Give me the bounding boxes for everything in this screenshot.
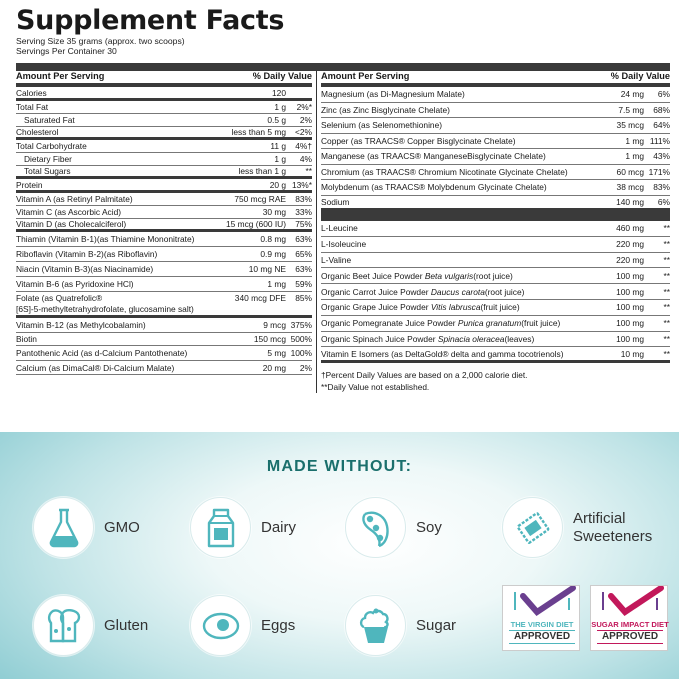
nutrient-row <box>16 292 312 318</box>
nutrient-name: Molybdenum (as TRAACS® Molybdenum Glycinate Chelate) <box>321 182 547 193</box>
nutrient-daily-value: ** <box>663 223 670 234</box>
nutrient-amount: 10 mg NE <box>248 264 286 274</box>
nutrient-amount: less than 5 mg <box>231 127 286 137</box>
label-artificial-sweeteners: Artificial Sweeteners <box>573 509 653 545</box>
nutrient-amount: 1 g <box>274 102 286 112</box>
nutrient-daily-value: ** <box>663 254 670 265</box>
nutrient-amount: 7.5 mg <box>618 104 644 115</box>
nutrient-name: L-Valine <box>321 254 352 265</box>
nutrient-name: Calories <box>16 87 47 98</box>
label-gluten: Gluten <box>104 616 149 634</box>
nutrient-name: Vitamin E Isomers (as DeltaGold® delta and gamma tocotrienols) <box>321 348 564 359</box>
made-without-dairy <box>190 497 296 558</box>
nutrient-daily-value: ** <box>663 302 670 313</box>
facts-title: Supplement Facts <box>16 5 285 36</box>
nutrient-row <box>16 277 312 292</box>
nutrient-row <box>16 153 312 166</box>
nutrient-daily-value: 43% <box>653 151 670 162</box>
nutrient-row <box>16 101 312 114</box>
nutrient-amount: 1 g <box>274 154 286 164</box>
label-eggs: Eggs <box>261 616 296 634</box>
facts-right-column <box>316 71 670 393</box>
nutrient-name: Vitamin C (as Ascorbic Acid) <box>16 207 122 217</box>
nutrient-amount: 1 mg <box>625 135 644 146</box>
nutrient-name: Folate (as Quatrefolic® [6S]-5-methyltetrahydrofolate, glucosamine salt) <box>16 293 194 314</box>
nutrient-amount: 220 mg <box>616 239 644 250</box>
nutrient-row <box>16 219 312 232</box>
nutrient-daily-value: 2% <box>299 115 312 125</box>
nutrient-daily-value: 85% <box>295 293 312 303</box>
nutrient-row <box>16 206 312 219</box>
servings-per-container: Servings Per Container 30 <box>16 46 117 56</box>
nutrient-row <box>321 165 670 181</box>
nutrient-daily-value: 171% <box>648 166 670 177</box>
soybean-icon <box>345 497 406 558</box>
sweetener-packet-icon <box>502 497 563 558</box>
nutrient-amount: 11 g <box>270 141 286 151</box>
nutrient-row <box>321 103 670 119</box>
nutrient-amount: 0.5 g <box>267 115 286 125</box>
nutrient-name: Vitamin B-6 (as Pyridoxine HCl) <box>16 279 134 289</box>
label-dairy: Dairy <box>261 518 297 536</box>
facts-header-left <box>16 71 312 87</box>
checkmark-icon <box>503 586 581 620</box>
nutrient-daily-value: ** <box>663 318 670 329</box>
nutrient-row <box>321 284 670 300</box>
nutrient-amount: 20 g <box>269 179 286 190</box>
nutrient-daily-value: ** <box>305 166 312 176</box>
nutrient-row <box>321 196 670 212</box>
nutrient-name: Organic Grape Juice Powder Vitis labrusca(fruit juice) <box>321 302 520 313</box>
nutrient-name: Copper (as TRAACS® Copper Bisglycinate Chelate) <box>321 135 516 146</box>
nutrient-amount: 100 mg <box>616 286 644 297</box>
nutrient-amount: 10 mg <box>620 348 644 359</box>
nutrient-daily-value: 100% <box>290 348 312 358</box>
nutrient-amount: 60 mcg <box>616 166 644 177</box>
footnotes <box>321 369 670 393</box>
nutrient-row <box>16 361 312 375</box>
title-divider <box>16 63 670 71</box>
nutrient-daily-value: 4% <box>299 154 312 164</box>
label-gmo: GMO <box>104 518 140 536</box>
nutrient-daily-value: ** <box>663 348 670 359</box>
nutrient-name: Organic Beet Juice Powder Beta vulgaris(root juice) <box>321 270 513 281</box>
nutrient-row <box>16 333 312 346</box>
nutrient-name: Calcium (as DimaCal® Di-Calcium Malate) <box>16 362 175 373</box>
nutrient-daily-value: 75% <box>295 219 312 229</box>
nutrient-name: Magnesium (as Di-Magnesium Malate) <box>321 89 465 100</box>
daily-value-heading: % Daily Value <box>252 71 312 81</box>
nutrient-daily-value: 111% <box>649 135 670 146</box>
nutrient-daily-value: 83% <box>295 194 312 204</box>
nutrient-daily-value: ** <box>663 239 670 250</box>
nutrient-amount: 750 mcg RAE <box>234 194 286 204</box>
nutrient-amount: 1 mg <box>625 151 644 162</box>
nutrient-name: Cholesterol <box>16 127 59 137</box>
nutrient-row <box>16 318 312 333</box>
nutrient-daily-value: 375% <box>290 320 312 330</box>
nutrient-amount: 0.9 mg <box>260 249 286 259</box>
nutrient-daily-value: 64% <box>653 120 670 131</box>
nutrient-amount: 100 mg <box>616 270 644 281</box>
nutrient-amount: 340 mcg DFE <box>234 293 286 303</box>
nutrient-name: Total Sugars <box>24 166 71 176</box>
nutrient-amount: less than 1 g <box>238 166 286 176</box>
nutrient-row <box>321 237 670 253</box>
nutrient-amount: 100 mg <box>616 302 644 313</box>
footnote-dv: **Daily Value not established. <box>321 382 430 393</box>
nutrient-amount: 140 mg <box>616 196 644 207</box>
nutrient-name: Vitamin A (as Retinyl Palmitate) <box>16 194 133 204</box>
nutrient-amount: 35 mcg <box>616 120 644 131</box>
made-without-gmo <box>33 497 140 558</box>
nutrient-daily-value: 2% <box>299 362 312 373</box>
nutrient-amount: 220 mg <box>616 254 644 265</box>
cupcake-icon <box>345 595 406 656</box>
nutrient-name: Dietary Fiber <box>24 154 72 164</box>
nutrient-name: Riboflavin (Vitamin B-2)(as Riboflavin) <box>16 249 158 259</box>
checkmark-icon <box>591 586 669 620</box>
nutrient-amount: 0.8 mg <box>260 234 286 244</box>
nutrient-name: Total Fat <box>16 102 49 112</box>
made-without-soy <box>345 497 442 558</box>
made-without-eggs <box>190 595 295 656</box>
nutrient-name: L-Isoleucine <box>321 239 367 250</box>
nutrient-row <box>321 180 670 196</box>
nutrient-amount: 24 mg <box>620 89 644 100</box>
nutrient-daily-value: ** <box>663 333 670 344</box>
facts-header-right <box>321 71 670 87</box>
nutrient-row <box>16 114 312 127</box>
nutrient-row <box>16 247 312 262</box>
nutrient-daily-value: 59% <box>295 279 312 289</box>
nutrient-name: Organic Pomegranate Juice Powder Punica granatum(fruit juice) <box>321 318 561 329</box>
nutrient-daily-value: 4%† <box>295 141 312 151</box>
nutrient-name: Niacin (Vitamin B-3)(as Niacinamide) <box>16 264 154 274</box>
badge-line1: SUGAR IMPACT DIET <box>591 620 669 629</box>
egg-icon <box>190 595 251 656</box>
virgin-diet-approved-badge <box>502 585 580 651</box>
nutrient-daily-value: 33% <box>295 207 312 217</box>
nutrient-row <box>16 127 312 140</box>
nutrient-daily-value: 68% <box>653 104 670 115</box>
label-soy: Soy <box>416 518 442 536</box>
nutrient-amount: 150 mcg <box>253 334 286 344</box>
supplement-facts-panel <box>16 0 674 423</box>
nutrient-amount: 1 mg <box>267 279 286 289</box>
amount-per-serving-heading: Amount Per Serving <box>321 71 410 81</box>
nutrient-amount: 30 mg <box>262 207 286 217</box>
serving-size: Serving Size 35 grams (approx. two scoops) <box>16 36 185 46</box>
nutrient-row <box>321 300 670 316</box>
nutrient-amount: 100 mg <box>616 333 644 344</box>
made-without-gluten <box>33 595 148 656</box>
nutrient-row <box>321 347 670 363</box>
badge-line2: APPROVED <box>509 630 575 644</box>
nutrient-daily-value: 65% <box>295 249 312 259</box>
nutrient-row <box>16 193 312 206</box>
nutrient-row <box>16 262 312 277</box>
nutrient-row <box>321 253 670 269</box>
nutrient-name: Thiamin (Vitamin B-1)(as Thiamine Mononitrate) <box>16 234 195 244</box>
nutrient-row <box>321 316 670 332</box>
nutrient-amount: 9 mcg <box>263 320 286 330</box>
facts-left-column <box>16 71 312 393</box>
nutrient-amount: 120 <box>272 87 286 98</box>
nutrient-name: Manganese (as TRAACS® ManganeseBisglycinate Chelate) <box>321 151 546 162</box>
nutrient-row <box>321 118 670 134</box>
made-without-section <box>0 432 679 679</box>
nutrient-name: Organic Spinach Juice Powder Spinacia oleracea(leaves) <box>321 333 535 344</box>
nutrient-name: Pantothenic Acid (as d-Calcium Pantothenate) <box>16 348 188 358</box>
nutrient-row <box>321 332 670 348</box>
badge-line2: APPROVED <box>597 630 663 644</box>
nutrient-row <box>16 87 312 101</box>
label-sugar: Sugar <box>416 616 457 634</box>
milk-carton-icon <box>190 497 251 558</box>
nutrient-amount: 100 mg <box>616 318 644 329</box>
nutrient-name: Selenium (as Selenomethionine) <box>321 120 443 131</box>
nutrient-row <box>16 166 312 179</box>
nutrient-row <box>321 134 670 150</box>
nutrient-name: Total Carbohydrate <box>16 141 87 151</box>
nutrient-name: Biotin <box>16 334 37 344</box>
amount-per-serving-heading: Amount Per Serving <box>16 71 105 81</box>
nutrient-amount: 5 mg <box>267 348 286 358</box>
nutrient-name: Vitamin D (as Cholecalciferol) <box>16 219 127 229</box>
nutrient-daily-value: 6% <box>657 89 670 100</box>
nutrient-amount: 15 mcg (600 IU) <box>225 219 286 229</box>
nutrient-name: Protein <box>16 179 43 190</box>
badge-line1: THE VIRGIN DIET <box>510 620 574 629</box>
nutrient-amount: 38 mcg <box>616 182 644 193</box>
nutrient-row <box>321 268 670 284</box>
nutrient-row <box>321 221 670 237</box>
bread-icon <box>33 595 94 656</box>
nutrient-amount: 20 mg <box>262 362 286 373</box>
nutrient-daily-value: 2%* <box>296 102 312 112</box>
nutrient-daily-value: 500% <box>290 334 312 344</box>
nutrient-daily-value: 13%* <box>291 179 312 190</box>
nutrient-name: L-Leucine <box>321 223 358 234</box>
nutrient-name: Chromium (as TRAACS® Chromium Nicotinate Glycinate Chelate) <box>321 166 568 177</box>
nutrient-name: Vitamin B-12 (as Methylcobalamin) <box>16 320 146 330</box>
made-without-title: MADE WITHOUT: <box>266 458 413 475</box>
nutrient-row <box>16 140 312 153</box>
nutrient-row <box>321 87 670 103</box>
sugar-impact-diet-approved-badge <box>590 585 668 651</box>
nutrient-daily-value: 6% <box>657 196 670 207</box>
nutrient-amount: 460 mg <box>616 223 644 234</box>
flask-icon <box>33 497 94 558</box>
nutrient-daily-value: 63% <box>295 234 312 244</box>
made-without-artificial-sweeteners <box>502 497 652 558</box>
nutrient-daily-value: <2% <box>295 127 312 137</box>
nutrient-daily-value: 63% <box>295 264 312 274</box>
nutrient-row <box>16 179 312 193</box>
daily-value-heading: % Daily Value <box>610 71 670 81</box>
nutrient-name: Zinc (as Zinc Bisglycinate Chelate) <box>321 104 450 115</box>
nutrient-row <box>16 232 312 247</box>
nutrient-daily-value: ** <box>663 270 670 281</box>
nutrient-name: Sodium <box>321 196 350 207</box>
nutrient-daily-value: ** <box>663 286 670 297</box>
nutrient-row <box>16 346 312 361</box>
made-without-sugar <box>345 595 456 656</box>
footnote-calorie: †Percent Daily Values are based on a 2,000 calorie diet. <box>321 370 528 381</box>
nutrient-name: Saturated Fat <box>24 115 75 125</box>
nutrient-row <box>321 149 670 165</box>
section-divider <box>321 211 670 221</box>
nutrient-name: Organic Carrot Juice Powder Daucus carota(root juice) <box>321 286 525 297</box>
nutrient-daily-value: 83% <box>653 182 670 193</box>
